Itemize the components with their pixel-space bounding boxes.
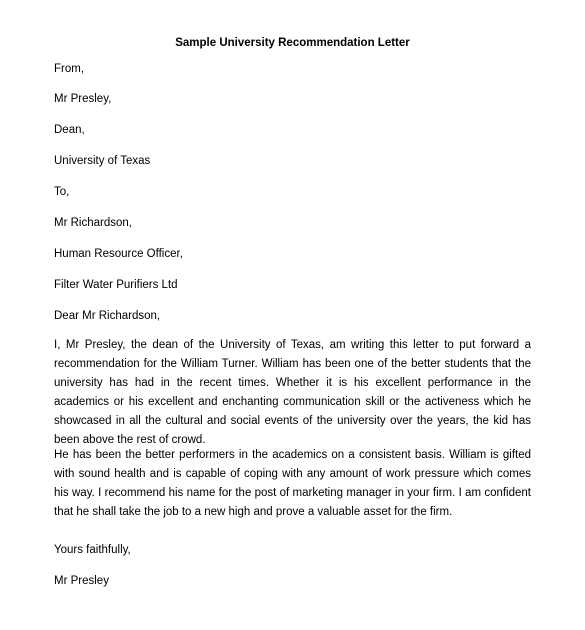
from-label: From,	[54, 63, 85, 75]
sender-title: Dean,	[54, 124, 85, 136]
signature: Mr Presley	[54, 575, 109, 587]
sender-organization: University of Texas	[54, 155, 151, 167]
to-label: To,	[54, 186, 70, 198]
closing: Yours faithfully,	[54, 544, 131, 556]
salutation: Dear Mr Richardson,	[54, 310, 161, 322]
letter-title: Sample University Recommendation Letter	[175, 37, 410, 49]
sender-name: Mr Presley,	[54, 93, 112, 105]
recipient-name: Mr Richardson,	[54, 217, 132, 229]
body-paragraph-1: I, Mr Presley, the dean of the University of Texas, am writing this letter to put forward a recommendation for the William Turner. William has been one of the better students that the university has had in the recent times. Whether it is his excellent performance in the academics or his excellent and enchanting communication skill or the activeness which he showcased in all the cultural and social events of the university over the years, the kid has been above the rest of crowd.	[54, 339, 531, 446]
recipient-title: Human Resource Officer,	[54, 248, 183, 260]
body-paragraph-2: He has been the better performers in the academics on a consistent basis. William is gifted with sound health and is capable of coping with any amount of work pressure which comes his way. I recommend his name for the post of marketing manager in your firm. I am confident that he shall take the job to a new high and prove a valuable asset for the firm.	[54, 449, 531, 518]
recipient-organization: Filter Water Purifiers Ltd	[54, 279, 178, 291]
